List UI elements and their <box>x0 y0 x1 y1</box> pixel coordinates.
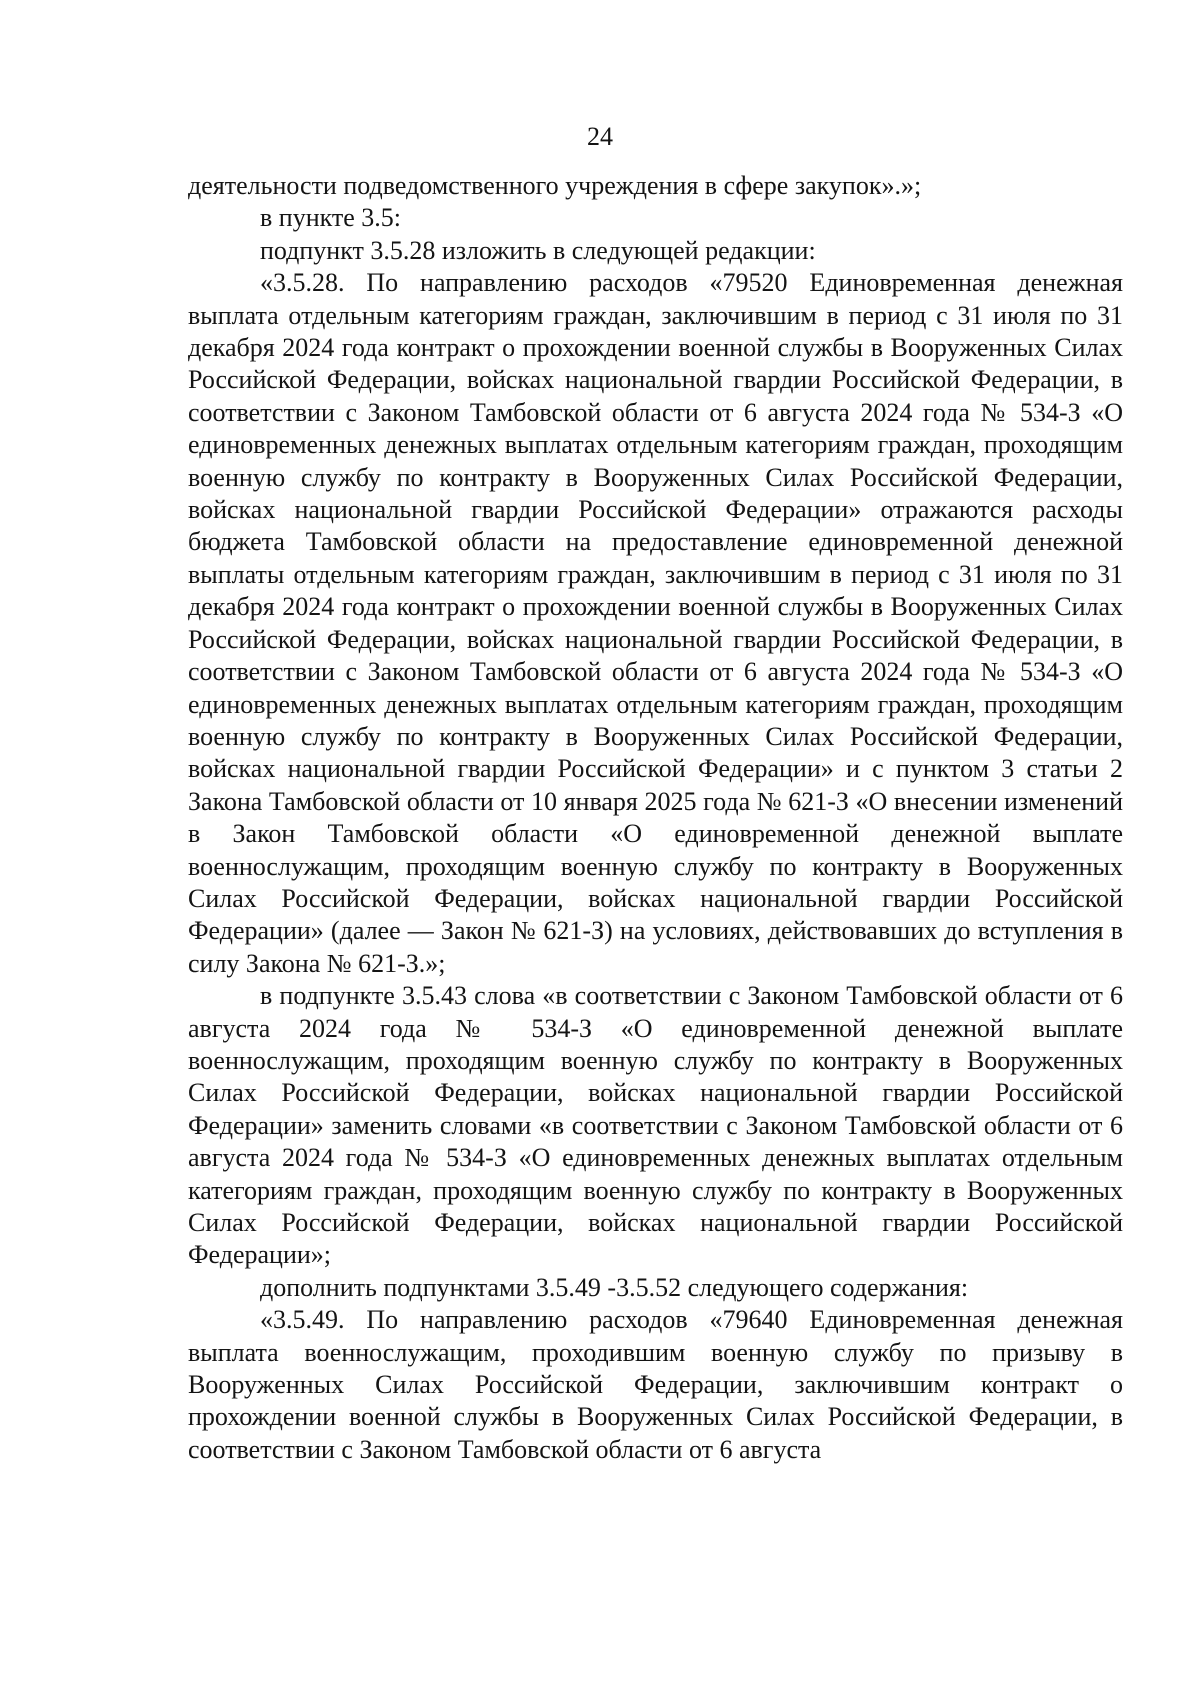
page-number: 24 <box>587 122 613 151</box>
paragraph: дополнить подпунктами 3.5.49 -3.5.52 следующего содержания: <box>260 1272 969 1302</box>
document-body <box>188 170 1123 1466</box>
paragraph: в пункте 3.5: <box>260 203 402 233</box>
paragraph: «3.5.28. По направлению расходов «79520 Единовременная денежная выплата отдельным категориям граждан, заключившим в период с 31 июля по 31 декабря 2024 года контракт о прохождении военной службы в Вооруженных Силах Российской Федерации, войсках национальной гвардии Российской Федерации, в соответствии с Законом Тамбовской области от 6 августа 2024 года № 534-З «О единовременных денежных выплатах отдельным категориям граждан, проходящим военную службу по контракту в Вооруженных Силах Российской Федерации, войсках национальной гвардии Российской Федерации» отражаются расходы бюджета Тамбовской области на предоставление единовременной денежной выплаты отдельным категориям граждан, заключившим в период с 31 июля по 31 декабря 2024 года контракт о прохождении военной службы в Вооруженных Силах Российской Федерации, войсках национальной гвардии Российской Федерации, в соответствии с Законом Тамбовской области от 6 августа 2024 года № 534-З «О единовременных денежных выплатах отдельным категориям граждан, проходящим военную службу по контракту в Вооруженных Силах Российской Федерации, войсках национальной гвардии Российской Федерации» и с пунктом 3 статьи 2 Закона Тамбовской области от 10 января 2025 года № 621-З «О внесении изменений в Закон Тамбовской области «О единовременной денежной выплате военнослужащим, проходящим военную службу по контракту в Вооруженных Силах Российской Федерации, войсках национальной гвардии Российской Федерации» (далее — Закон № 621-З) на условиях, действовавших до вступления в силу Закона № 621-З.»; <box>188 268 1123 978</box>
paragraph: в подпункте 3.5.43 слова «в соответствии с Законом Тамбовской области от 6 августа 2024 года № 534-З «О единовременной денежной выплате военнослужащим, проходящим военную службу по контракту в Вооруженных Силах Российской Федерации, войсках национальной гвардии Российской Федерации» заменить словами «в соответствии с Законом Тамбовской области от 6 августа 2024 года № 534-З «О единовременных денежных выплатах отдельным категориям граждан, проходящим военную службу по контракту в Вооруженных Силах Российской Федерации, войсках национальной гвардии Российской Федерации»; <box>188 981 1123 1270</box>
paragraph: подпункт 3.5.28 изложить в следующей редакции: <box>260 235 816 265</box>
paragraph: «3.5.49. По направлению расходов «79640 Единовременная денежная выплата военнослужащим, проходившим военную службу по призыву в Вооруженных Силах Российской Федерации, заключившим контракт о прохождении военной службы в Вооруженных Силах Российской Федерации, в соответствии с Законом Тамбовской области от 6 августа <box>188 1305 1123 1464</box>
paragraph: деятельности подведомственного учреждения в сфере закупок».»; <box>188 171 922 200</box>
